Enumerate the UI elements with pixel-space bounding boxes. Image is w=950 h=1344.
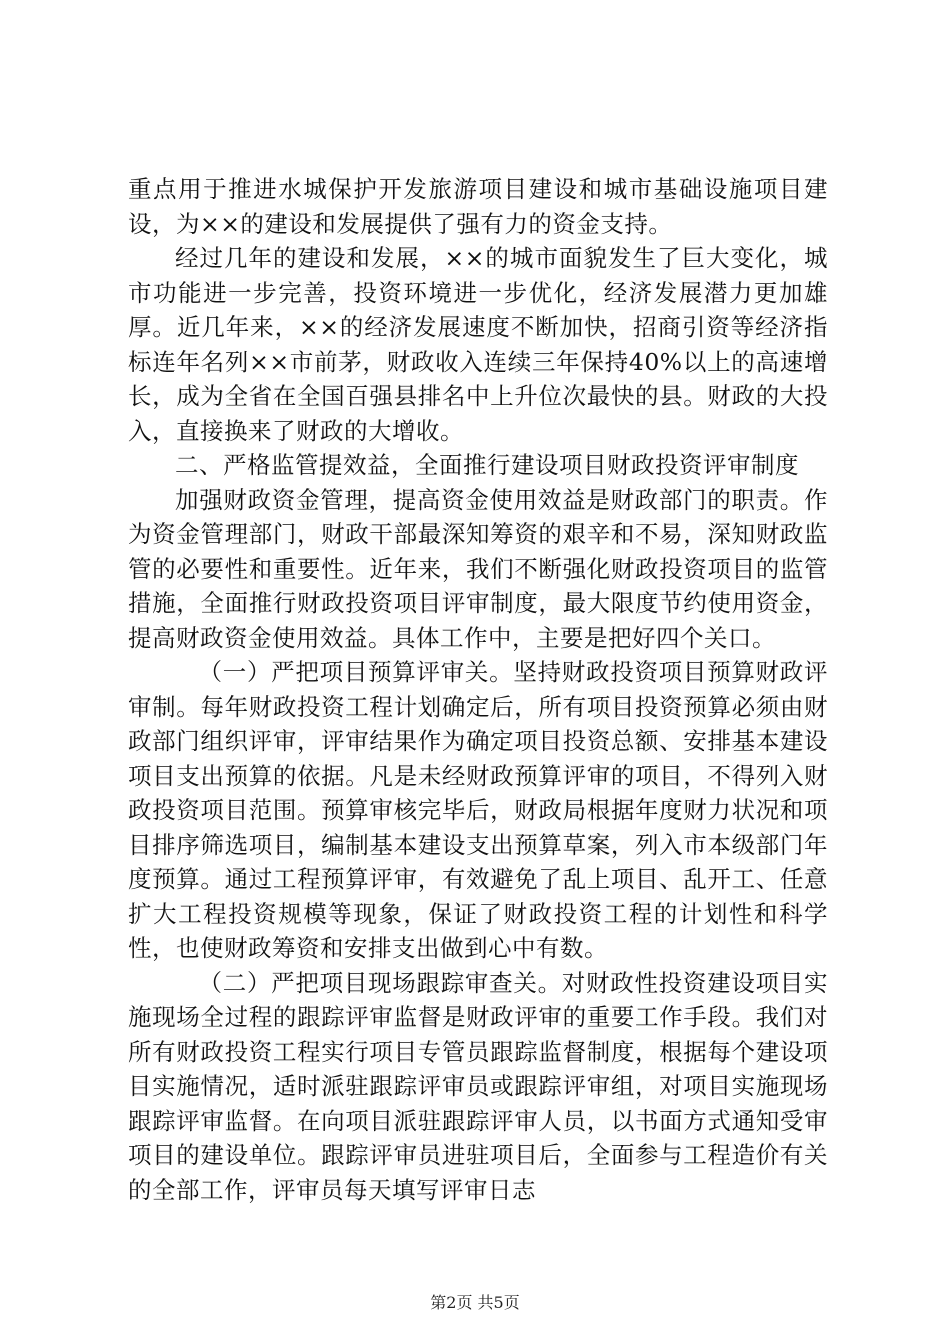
page-number-footer: 第2页 共5页 — [430, 1293, 520, 1312]
paragraph-supervision: 加强财政资金管理，提高资金使用效益是财政部门的职责。作为资金管理部门，财政干部最深知筹资的艰辛和不易，深知财政监管的必要性和重要性。近年来，我们不断强化财政投资项目的监管措施，全面推行财政投资项目评审制度，最大限度节约使用资金，提高财政资金使用效益。具体工作中，主要是把好四个关口。 — [128, 485, 828, 652]
document-body — [128, 172, 828, 1207]
paragraph-budget-review: （一）严把项目预算评审关。坚持财政投资项目预算财政评审制。每年财政投资工程计划确定后，所有项目投资预算必须由财政部门组织评审，评审结果作为确定项目投资总额、安排基本建设项目支出预算的依据。凡是未经财政预算评审的项目，不得列入财政投资项目范围。预算审核完毕后，财政局根据年度财力状况和项目排序筛选项目，编制基本建设支出预算草案，列入市本级部门年度预算。通过工程预算评审，有效避免了乱上项目、乱开工、任意扩大工程投资规模等现象，保证了财政投资工程的计划性和科学性，也使财政筹资和安排支出做到心中有数。 — [128, 658, 828, 962]
paragraph-site-tracking: （二）严把项目现场跟踪审查关。对财政性投资建设项目实施现场全过程的跟踪评审监督是财政评审的重要工作手段。我们对所有财政投资工程实行项目专管员跟踪监督制度，根据每个建设项目实施情况，适时派驻跟踪评审员或跟踪评审组，对项目实施现场跟踪评审监督。在向项目派驻跟踪评审人员，以书面方式通知受审项目的建设单位。跟踪评审员进驻项目后，全面参与工程造价有关的全部工作，评审员每天填写评审日志 — [128, 968, 828, 1204]
paragraph-development: 经过几年的建设和发展，××的城市面貌发生了巨大变化，城市功能进一步完善，投资环境进一步优化，经济发展潜力更加雄厚。近几年来，××的经济发展速度不断加快，招商引资等经济指标连年名列××市前茅，财政收入连续三年保持40%以上的高速增长，成为全省在全国百强县排名中上升位次最快的县。财政的大投入，直接换来了财政的大增收。 — [128, 244, 828, 445]
paragraph-continuation: 重点用于推进水城保护开发旅游项目建设和城市基础设施项目建设，为××的建设和发展提供了强有力的资金支持。 — [128, 175, 828, 238]
section-heading: 二、严格监管提效益，全面推行建设项目财政投资评审制度 — [175, 451, 799, 479]
